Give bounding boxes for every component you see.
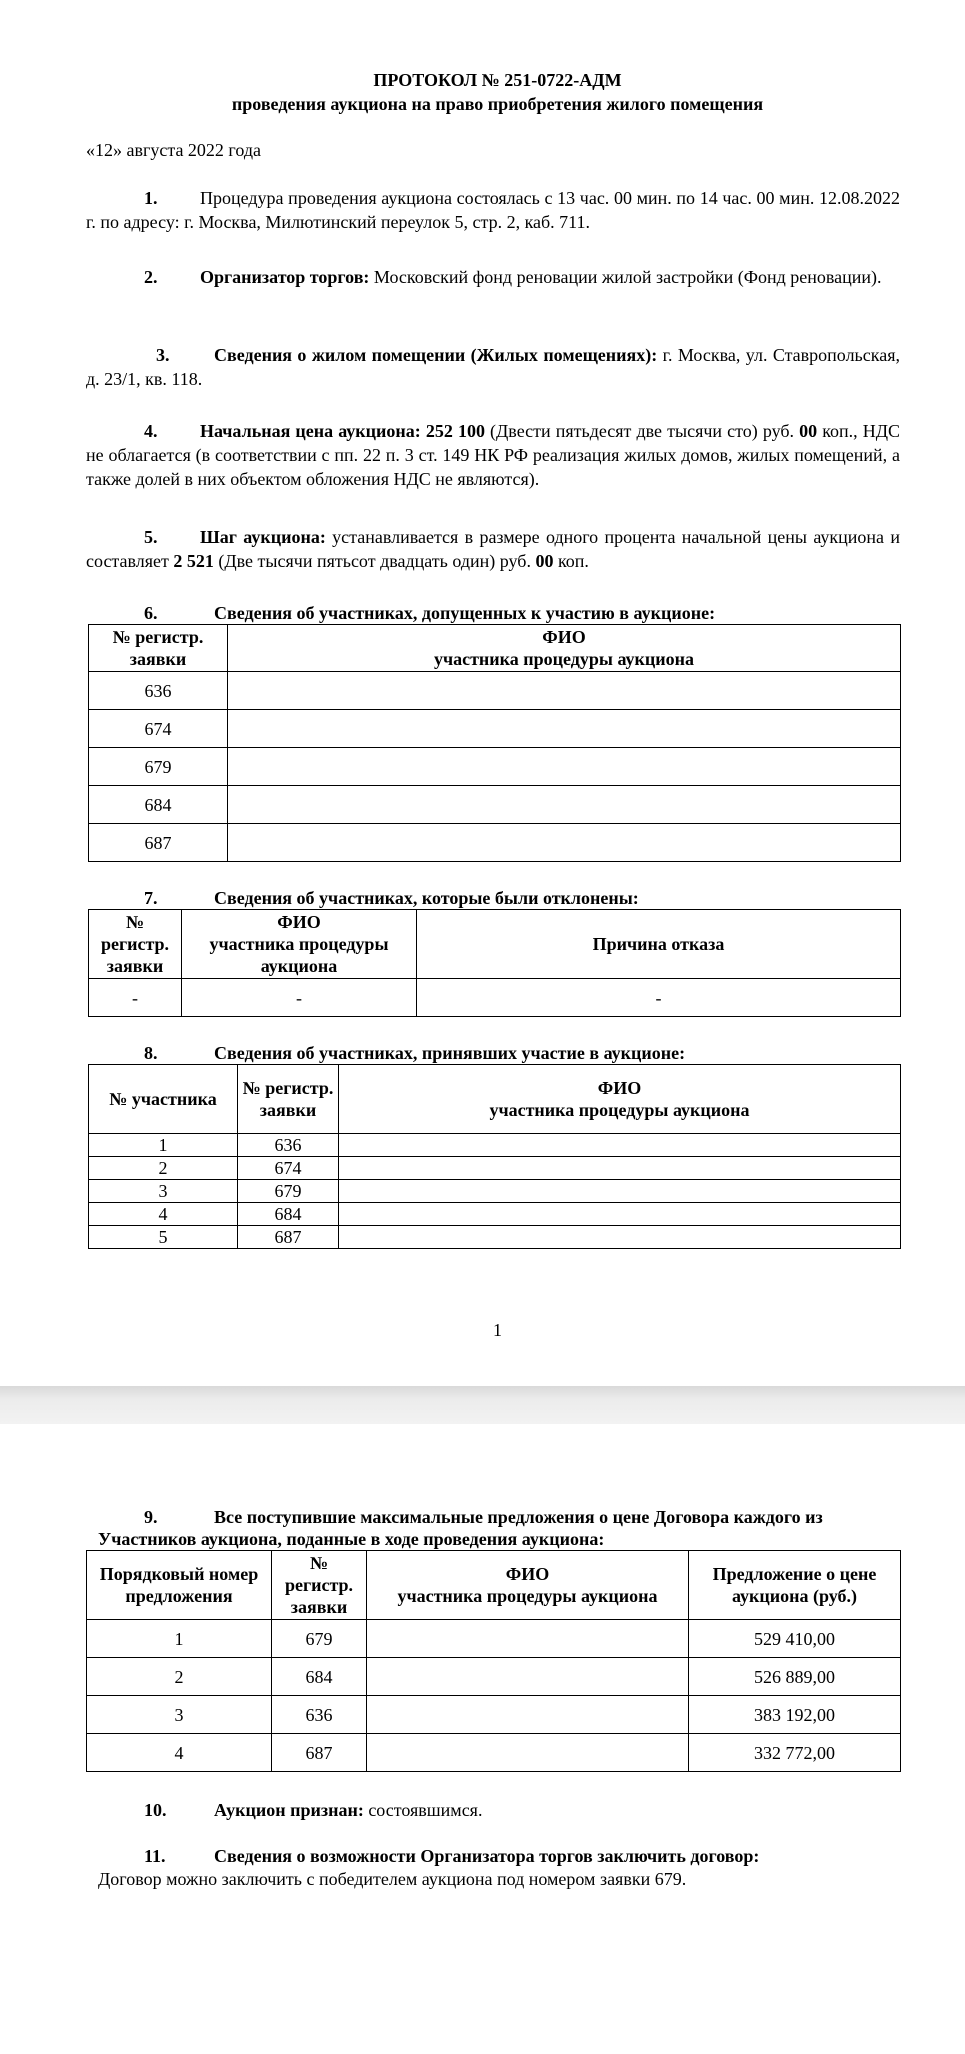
item-5: [86, 525, 900, 573]
participant-number-cell: 4: [89, 1203, 238, 1226]
table-row: [87, 1696, 901, 1734]
table-row: [89, 824, 901, 862]
item-4-text: (Двести пятьдесят две тысячи сто) руб.: [484, 421, 795, 441]
table-row: [89, 786, 901, 824]
reg-number-cell: 684: [272, 1658, 367, 1696]
document-date: «12» августа 2022 года: [86, 140, 261, 160]
table-row: [89, 979, 901, 1017]
item-5-kop: 00: [530, 551, 554, 571]
col-bid-order: Порядковый номер предложения: [87, 1551, 272, 1620]
name-cell: [367, 1620, 689, 1658]
item-5-lead: Шаг аукциона:: [200, 527, 326, 547]
section-8-heading: [144, 1042, 685, 1064]
participant-number-cell: 5: [89, 1226, 238, 1249]
document-subtitle: проведения аукциона на право приобретения жилого помещения: [231, 94, 764, 114]
col-reg-number: № регистр. заявки: [238, 1065, 339, 1134]
item-3-text: г. Москва, ул. Ставропольская, д. 23/1, кв. 118.: [86, 345, 900, 389]
item-4-text2: коп., НДС не облагается (в соответствии с пп. 22 п. 3 ст. 149 НК РФ реализация жилых домов, жилых помещений, а также долей в них объектом обложения НДС не являются).: [86, 421, 901, 489]
col-reg-number: № регистр. заявки: [89, 625, 228, 672]
reg-number-cell: 679: [238, 1180, 339, 1203]
participant-number-cell: 3: [89, 1180, 238, 1203]
col-participant-name-l2: участника процедуры аукциона: [397, 1586, 658, 1606]
item-11-num: 11.: [144, 1846, 166, 1866]
reg-number-cell: 679: [272, 1620, 367, 1658]
item-5-text2: (Две тысячи пятьсот двадцать один) руб.: [213, 551, 531, 571]
table-row: [89, 1180, 901, 1203]
section-7-heading: [144, 887, 639, 909]
bid-price-cell: 332 772,00: [689, 1734, 901, 1772]
reg-number-cell: -: [89, 979, 182, 1017]
bid-order-cell: 4: [87, 1734, 272, 1772]
table-row: [89, 1134, 901, 1157]
table-row: [87, 1620, 901, 1658]
table-row: [89, 748, 901, 786]
col-participant-number: № участника: [89, 1065, 238, 1134]
item-4-lead: Начальная цена аукциона:: [200, 421, 421, 441]
section-9-title-l1: Все поступившие максимальные предложения о цене Договора каждого из: [214, 1507, 823, 1527]
col-participant-name: [228, 625, 901, 672]
page-separator: [0, 1386, 965, 1424]
item-4-kop: 00: [794, 421, 818, 441]
item-5-text: устанавливается в размере одного процента начальной цены аукциона и составляет: [86, 527, 900, 571]
col-participant-name-l2: участника процедуры аукциона: [209, 934, 389, 976]
col-participant-name-l2: участника процедуры аукциона: [489, 1100, 750, 1120]
col-participant-name-l1: ФИО: [542, 627, 586, 647]
item-5-num: 5.: [144, 527, 158, 547]
section-9-num: 9.: [144, 1507, 158, 1527]
col-participant-name: [182, 910, 417, 979]
item-3-lead: Сведения о жилом помещении (Жилых помещениях):: [214, 345, 658, 365]
reg-number-cell: 636: [272, 1696, 367, 1734]
section-7-num: 7.: [144, 888, 158, 908]
participant-number-cell: 1: [89, 1134, 238, 1157]
item-1-text: Процедура проведения аукциона состоялась с 13 час. 00 мин. по 14 час. 00 мин. 12.08.2022 г. по адресу: г. Москва, Милютинский переулок 5, стр. 2, каб. 711.: [86, 188, 900, 232]
reason-cell: -: [417, 979, 901, 1017]
name-cell: [228, 786, 901, 824]
name-cell: [228, 748, 901, 786]
item-1: [86, 186, 900, 234]
item-2-lead: Организатор торгов:: [200, 267, 370, 287]
table-row: [87, 1734, 901, 1772]
section-9-heading: [144, 1506, 823, 1528]
item-2-text: Московский фонд реновации жилой застройки (Фонд реновации).: [369, 267, 882, 287]
item-10-text: состоявшимся.: [363, 1800, 483, 1820]
name-cell: [228, 824, 901, 862]
section-8-title: Сведения об участниках, принявших участие в аукционе:: [214, 1043, 686, 1063]
table-row: [87, 1658, 901, 1696]
reg-number-cell: 674: [89, 710, 228, 748]
document-page-2: [0, 1424, 965, 2054]
admitted-participants-table: [88, 624, 901, 862]
reg-number-cell: 679: [89, 748, 228, 786]
page-number: 1: [493, 1320, 502, 1340]
item-2: [86, 265, 900, 289]
item-10-num: 10.: [144, 1800, 167, 1820]
name-cell: [339, 1157, 901, 1180]
reg-number-cell: 636: [238, 1134, 339, 1157]
table-row: [89, 672, 901, 710]
name-cell: [367, 1658, 689, 1696]
reg-number-cell: 687: [272, 1734, 367, 1772]
name-cell: [228, 672, 901, 710]
name-cell: [367, 1696, 689, 1734]
col-participant-name-l1: ФИО: [505, 1564, 550, 1584]
bids-table: [86, 1550, 901, 1772]
bid-price-cell: 526 889,00: [689, 1658, 901, 1696]
bid-order-cell: 2: [87, 1658, 272, 1696]
reg-number-cell: 684: [238, 1203, 339, 1226]
col-participant-name-l2: участника процедуры аукциона: [433, 649, 695, 669]
col-reg-number: № регистр. заявки: [89, 910, 182, 979]
bidding-participants-table: [88, 1064, 901, 1249]
reg-number-cell: 687: [89, 824, 228, 862]
section-6-num: 6.: [144, 603, 158, 623]
name-cell: [339, 1203, 901, 1226]
reg-number-cell: 687: [238, 1226, 339, 1249]
bid-order-cell: 1: [87, 1620, 272, 1658]
item-2-num: 2.: [144, 267, 158, 287]
item-1-num: 1.: [144, 188, 158, 208]
bid-order-cell: 3: [87, 1696, 272, 1734]
bid-price-cell: 383 192,00: [689, 1696, 901, 1734]
item-5-text3: коп.: [553, 551, 589, 571]
item-4-price: 252 100: [420, 421, 485, 441]
name-cell: [339, 1226, 901, 1249]
item-11-text: Договор можно заключить с победителем аукциона под номером заявки 679.: [98, 1869, 687, 1889]
table-row: [89, 1203, 901, 1226]
item-11-lead: Сведения о возможности Организатора торгов заключить договор:: [214, 1846, 760, 1866]
name-cell: [339, 1180, 901, 1203]
rejected-participants-table: [88, 909, 901, 1017]
document-title: ПРОТОКОЛ № 251-0722-АДМ: [373, 70, 622, 90]
reg-number-cell: 684: [89, 786, 228, 824]
item-5-step: 2 521: [168, 551, 214, 571]
section-7-title: Сведения об участниках, которые были отклонены:: [214, 888, 639, 908]
table-row: [89, 1226, 901, 1249]
item-10: [144, 1798, 482, 1822]
name-cell: [228, 710, 901, 748]
col-participant-name-l1: ФИО: [277, 912, 321, 932]
item-10-lead: Аукцион признан:: [214, 1800, 364, 1820]
section-6-heading: [144, 602, 715, 624]
table-row: [89, 710, 901, 748]
name-cell: [339, 1134, 901, 1157]
col-participant-name-l1: ФИО: [597, 1078, 642, 1098]
item-3-num: 3.: [156, 345, 170, 365]
reg-number-cell: 674: [238, 1157, 339, 1180]
bid-price-cell: 529 410,00: [689, 1620, 901, 1658]
col-bid-price: Предложение о цене аукциона (руб.): [689, 1551, 901, 1620]
name-cell: -: [182, 979, 417, 1017]
name-cell: [367, 1734, 689, 1772]
section-6-title: Сведения об участниках, допущенных к участию в аукционе:: [214, 603, 716, 623]
col-reg-number: № регистр. заявки: [272, 1551, 367, 1620]
reg-number-cell: 636: [89, 672, 228, 710]
participant-number-cell: 2: [89, 1157, 238, 1180]
item-4-num: 4.: [144, 421, 158, 441]
item-4: [86, 419, 900, 491]
item-3: [86, 343, 900, 391]
col-rejection-reason: Причина отказа: [417, 910, 901, 979]
col-participant-name: [367, 1551, 689, 1620]
section-9-heading-l2: Участников аукциона, поданные в ходе проведения аукциона:: [98, 1529, 605, 1549]
item-11: [144, 1844, 759, 1868]
table-row: [89, 1157, 901, 1180]
col-participant-name: [339, 1065, 901, 1134]
section-8-num: 8.: [144, 1043, 158, 1063]
